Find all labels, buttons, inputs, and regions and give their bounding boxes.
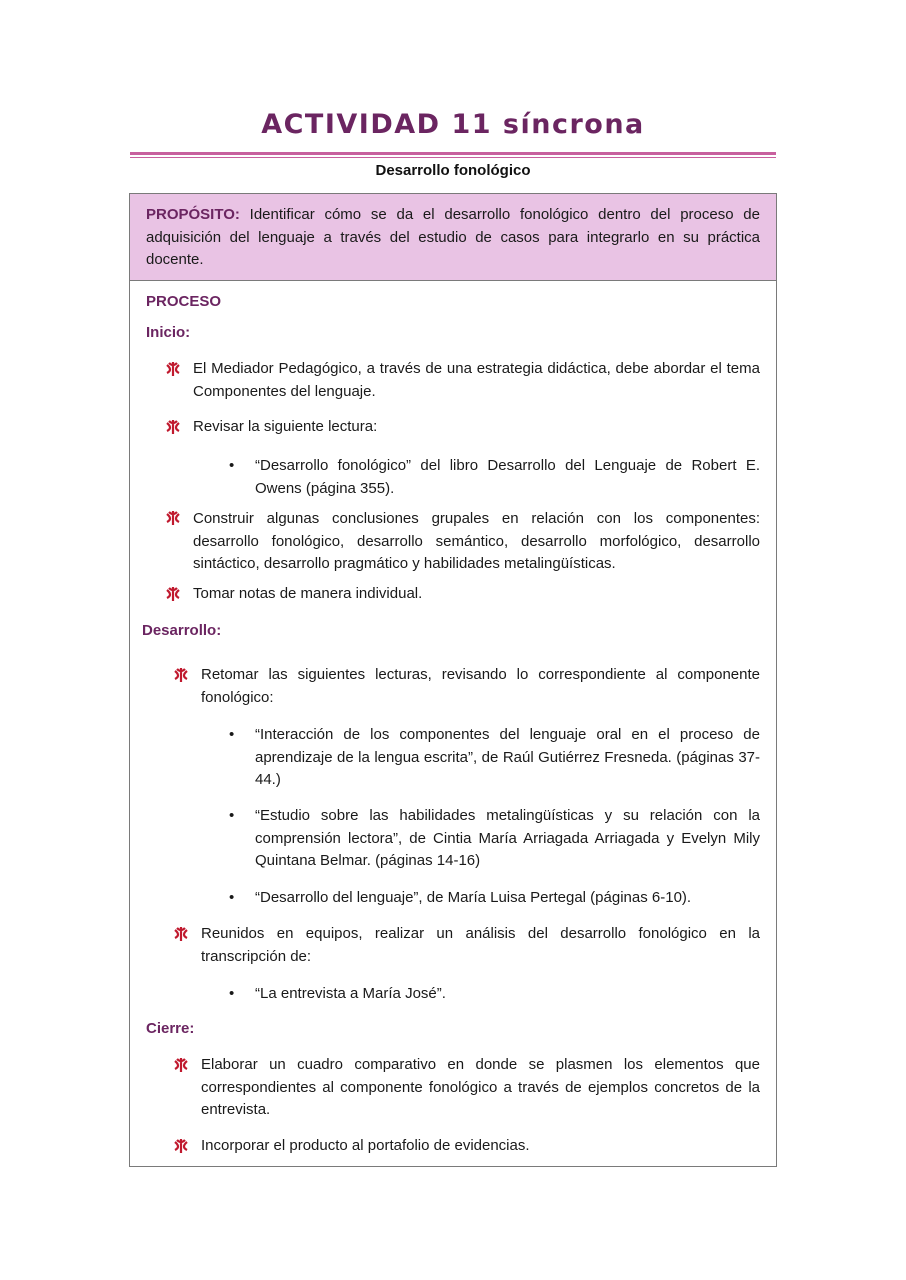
desarrollo-reading-1: “Interacción de los componentes del lenguaje oral en el proceso de aprendizaje de la lengua escrita”, de Raúl Gutiérrez Fresneda. (páginas 37-44.) [255,726,760,788]
process-heading: PROCESO [146,293,222,310]
desarrollo-item-1: Retomar las siguientes lecturas, revisando lo correspondiente al componente fonológico: [201,666,760,706]
disc-bullet-icon: • [229,807,235,824]
page-subtitle: Desarrollo fonológico [375,162,531,179]
desarrollo-reading-3: “Desarrollo del lenguaje”, de María Luisa Pertegal (páginas 6-10). [255,889,692,906]
inicio-item-4: Tomar notas de manera individual. [193,585,423,602]
desarrollo-reading-2: “Estudio sobre las habilidades metalingüísticas y su relación con la comprensión lectora”, de Cintia María Arriagada Arriagada y Evelyn Mily Quintana Belmar. (páginas 14-16) [255,807,760,869]
title-rule-thin [130,157,776,158]
cierre-item-2: Incorporar el producto al portafolio de evidencias. [201,1137,530,1154]
flower-bullet-icon [165,510,181,526]
cierre-item-1: Elaborar un cuadro comparativo en donde se plasmen los elementos que correspondientes al componente fonológico a través de ejemplos concretos de la entrevista. [201,1056,760,1118]
inicio-item-3: Construir algunas conclusiones grupales en relación con los componentes: desarrollo fonológico, desarrollo semántico, desarrollo morfológico, desarrollo sintáctico, desarrollo pragmático y habilidades metalingüísticas. [193,510,760,572]
disc-bullet-icon: • [229,457,235,474]
disc-bullet-icon: • [229,889,235,906]
cierre-heading: Cierre: [146,1020,195,1037]
flower-bullet-icon [173,1057,189,1073]
inicio-heading: Inicio: [146,324,191,341]
inicio-item-1: El Mediador Pedagógico, a través de una estrategia didáctica, debe abordar el tema Componentes del lenguaje. [193,360,760,400]
flower-bullet-icon [165,419,181,435]
page-title: ACTIVIDAD 11 síncrona [261,109,645,140]
disc-bullet-icon: • [229,726,235,743]
flower-bullet-icon [165,586,181,602]
inicio-item-2: Revisar la siguiente lectura: [193,418,378,435]
flower-bullet-icon [173,926,189,942]
purpose-box [129,193,777,281]
disc-bullet-icon: • [229,985,235,1002]
inicio-reading-1: “Desarrollo fonológico” del libro Desarrollo del Lenguaje de Robert E. Owens (página 355). [255,457,760,497]
flower-bullet-icon [173,1138,189,1154]
title-rule-thick [130,152,776,155]
purpose-label: PROPÓSITO: [146,206,240,223]
purpose-text: Identificar cómo se da el desarrollo fonológico dentro del proceso de adquisición del lenguaje a través del estudio de casos para integrarlo en su práctica docente. [146,206,760,268]
flower-bullet-icon [173,667,189,683]
desarrollo-item-2: Reunidos en equipos, realizar un análisis del desarrollo fonológico en la transcripción de: [201,925,760,965]
flower-bullet-icon [165,361,181,377]
desarrollo-heading: Desarrollo: [142,622,222,639]
desarrollo-reading-4: “La entrevista a María José”. [255,985,446,1002]
